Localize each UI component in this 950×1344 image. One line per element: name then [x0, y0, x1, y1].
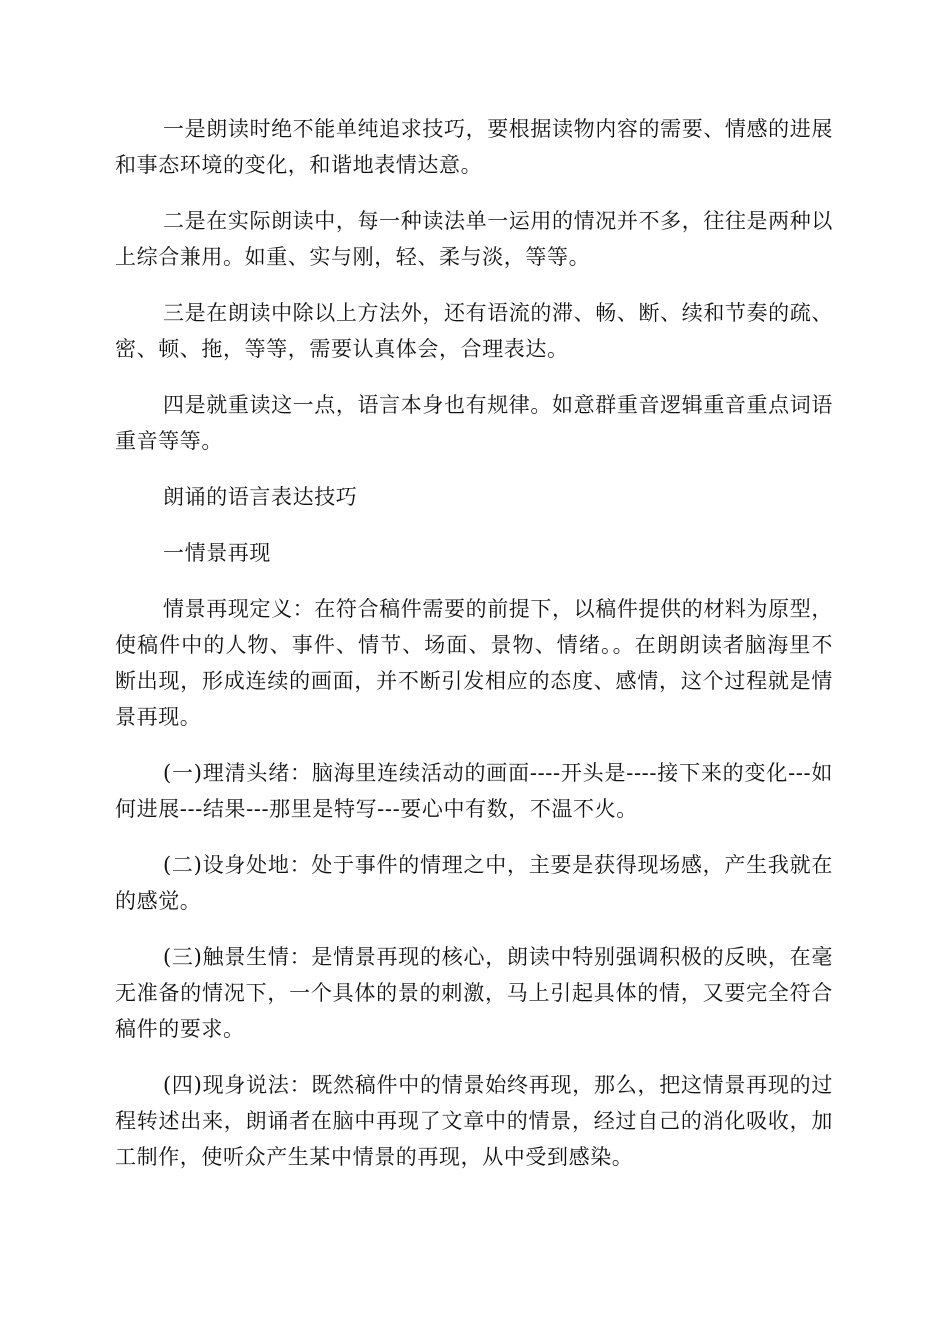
paragraph-point-two: 二是在实际朗读中，每一种读法单一运用的情况并不多，往往是两种以上综合兼用。如重、实与刚，轻、柔与淡，等等。 — [115, 209, 833, 269]
paragraph-item-four: (四)现身说法：既然稿件中的情景始终再现，那么，把这情景再现的过程转述出来，朗诵者在脑中再现了文章中的情景，经过自己的消化吸收，加工制作，使听众产生某中情景的再现，从中受到感染。 — [115, 1073, 833, 1169]
section-heading: 朗诵的语言表达技巧 — [163, 485, 358, 509]
paragraph-item-three: (三)触景生情：是情景再现的核心，朗读中特别强调积极的反映，在毫无准备的情况下，一个具体的景的刺激，马上引起具体的情，又要完全符合稿件的要求。 — [115, 945, 833, 1041]
subsection-heading: 一情景再现 — [163, 541, 271, 565]
paragraph-point-four: 四是就重读这一点，语言本身也有规律。如意群重音逻辑重音重点词语重音等等。 — [115, 393, 833, 453]
paragraph-definition: 情景再现定义：在符合稿件需要的前提下，以稿件提供的材料为原型，使稿件中的人物、事件、情节、场面、景物、情绪。。在朗朗读者脑海里不断出现，形成连续的画面，并不断引发相应的态度、感情，这个过程就是情景再现。 — [115, 597, 833, 729]
paragraph-item-one: (一)理清头绪：脑海里连续活动的画面----开头是----接下来的变化---如何进展---结果---那里是特写---要心中有数，不温不火。 — [115, 761, 833, 821]
paragraph-point-one: 一是朗读时绝不能单纯追求技巧，要根据读物内容的需要、情感的进展和事态环境的变化，和谐地表情达意。 — [115, 117, 833, 177]
paragraph-item-two: (二)设身处地：处于事件的情理之中，主要是获得现场感，产生我就在的感觉。 — [115, 853, 833, 913]
paragraph-point-three: 三是在朗读中除以上方法外，还有语流的滞、畅、断、续和节奏的疏、密、顿、拖，等等，需要认真体会，合理表达。 — [115, 301, 833, 361]
document-body — [115, 111, 833, 1195]
